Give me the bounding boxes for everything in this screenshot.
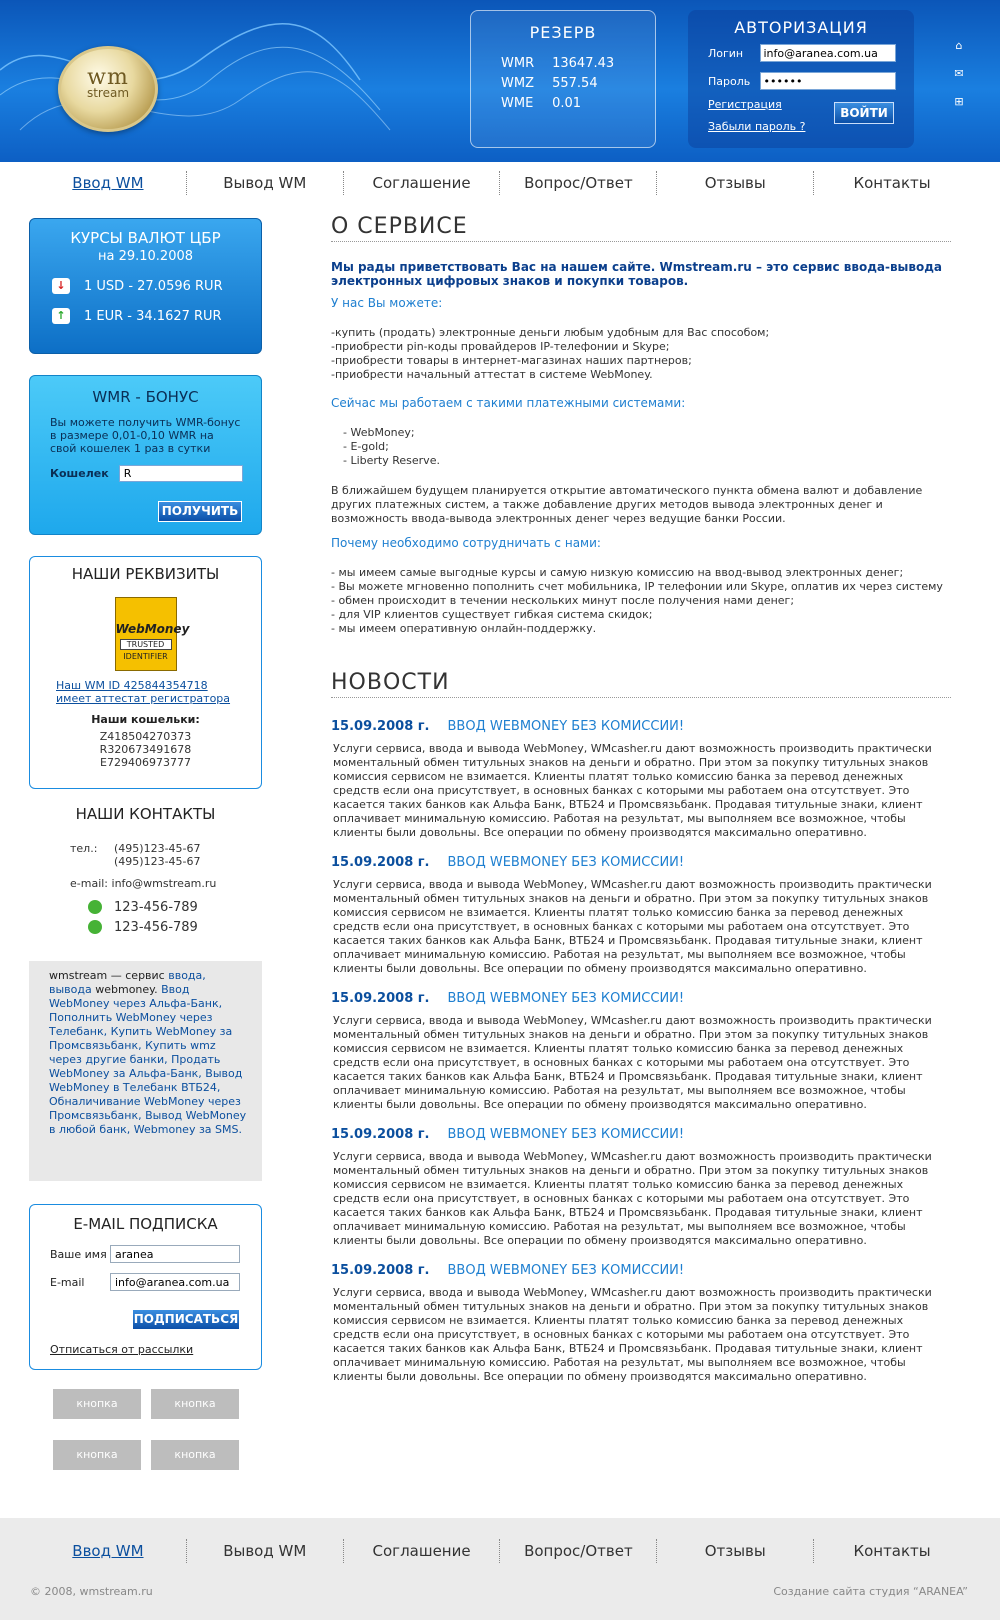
list-item: -приобрести pin-коды провайдеров IP-телефонии и Skype; [331,340,670,353]
auth-title: АВТОРИЗАЦИЯ [734,18,868,37]
email-line: e-mail: info@wmstream.ru [70,877,217,890]
home-icon[interactable]: ⌂ [955,39,963,52]
news-head [331,990,951,1008]
reserve-row [501,54,622,74]
reserve-currency: WMZ [501,76,534,91]
seo-link[interactable]: ввода, вывода [49,969,206,996]
nav-item-faq[interactable]: Вопрос/Ответ [500,171,657,195]
password-row [708,72,896,90]
header-icons [952,40,972,124]
requisites-box [29,556,262,789]
password-input[interactable] [760,72,896,90]
seo-prefix: wmstream — сервис [49,969,169,982]
gray-button[interactable]: кнопка [53,1389,141,1419]
rates-box [29,218,262,354]
wallet-input[interactable] [119,465,243,482]
list-item: - WebMoney; [343,426,415,439]
wallet-row [50,465,261,482]
news-date: 15.09.2008 г. [331,719,430,734]
wallet-number: Z418504270373 [99,730,192,743]
studio-credit[interactable]: Создание сайта студия “ARANEA” [773,1585,968,1598]
reserve-currency: WME [501,96,534,111]
nav-item-wm-in[interactable]: Ввод WM [30,171,187,195]
list-item: - для VIP клиентов существует гибкая система скидок; [331,608,653,621]
bonus-box [29,375,262,535]
contacts-title: НАШИ КОНТАКТЫ [75,805,216,823]
rate-text: 1 USD - 27.0596 RUR [84,278,223,294]
webmoney-trusted-badge[interactable] [115,597,190,671]
get-bonus-button[interactable]: ПОЛУЧИТЬ [158,501,242,522]
auth-panel [688,10,914,148]
icq-number: 123-456-789 [114,919,198,935]
reserve-value: 13647.43 [552,56,615,71]
reserve-row [501,94,622,114]
rate-row [52,308,261,324]
why-list [331,566,951,636]
wallets-list [30,730,261,769]
reserve-value: 0.01 [552,96,582,111]
name-label: Ваше имя [50,1247,107,1261]
attestat-line: имеет аттестат регистратора [56,692,231,705]
forgot-password-link[interactable]: Забыли пароль ? [708,120,806,133]
icq-row [70,900,216,914]
list-item: - обмен происходит в течении нескольких минут после получения нами денег; [331,594,795,607]
email-row [50,1273,261,1291]
main-content [331,214,951,1384]
systems-title: Сейчас мы работаем с такими платежными системами: [331,396,686,410]
nav-item-contacts[interactable]: Контакты [853,1542,931,1560]
gray-button[interactable]: кнопка [53,1440,141,1470]
wallet-label: Кошелек [50,467,109,480]
badge-trusted: TRUSTED [120,639,172,650]
reserve-value: 557.54 [552,76,598,91]
login-button[interactable]: ВОЙТИ [834,102,894,124]
mail-icon[interactable]: ✉ [954,67,964,80]
name-input[interactable] [110,1245,240,1263]
subscribe-box [29,1204,262,1370]
seo-link-list[interactable]: Ввод WebMoney через Альфа-Банк, Пополнить WebMoney через Телебанк, Купить WebMoney за Промсвязьбанк, Купить wmz через другие банки, Продать WebMoney за Альфа-Банк, Вывод WebMoney в Телебанк ВТБ24, Обналичивание WebMoney через Промсвязьбанк, Вывод WebMoney в любой банк, Webmoney за SMS. [49,983,247,1136]
news-text: Услуги сервиса, ввода и вывода WebMoney, WMcasher.ru дают возможность производить практически моментальный обмен титульных знаков на деньги и обратно. При этом за покупку титульных знаков комиссия сервисом не взимается. Клиенты платят только комиссию банка за перевод денежных средств если она присутствует, в основных банках с которыми мы работаем она отсутствует. Это касается таких банков как Альфа Банк, ВТБ24 и Промсвязьбанк. Продавая титульные знаки, клиент оплачивает минимальную комиссию. Работая на результат, мы выполняем все возможное, чтобы клиенты были довольны. Все операции по обмену производятся максимально оперативно. [333,742,932,839]
logo[interactable] [58,46,158,132]
header-banner [0,0,1000,162]
list-item: -купить (продать) электронные деньги любым удобным для Вас способом; [331,326,770,339]
bonus-text: Вы можете получить WMR-бонус в размере 0,01-0,10 WMR на свой кошелек 1 раз в сутки [50,416,241,455]
news-item [331,718,951,840]
bonus-title: WMR - БОНУС [92,388,199,406]
wallets-title: Наши кошельки: [91,713,200,726]
news-head [331,1262,951,1280]
news-item [331,1126,951,1248]
sitemap-icon[interactable]: ⊞ [954,95,964,108]
subscribe-button[interactable]: ПОДПИСАТЬСЯ [132,1309,240,1330]
tel-number: (495)123-45-67 [114,842,201,855]
reserve-panel [470,10,656,148]
nav-item-agreement[interactable]: Соглашение [344,171,501,195]
reserve-row [501,74,622,94]
gray-button[interactable]: кнопка [151,1440,239,1470]
rates-title: КУРСЫ ВАЛЮТ ЦБР [70,229,221,247]
news-title-link[interactable]: ВВОД WEBMONEY БЕЗ КОМИССИИ! [447,855,685,870]
reserve-currency: WMR [501,56,535,71]
register-link[interactable]: Регистрация [708,98,782,111]
icq-flower-icon [88,920,102,934]
list-item: - мы имеем оперативную онлайн-поддержку. [331,622,597,635]
nav-item-wm-out[interactable]: Вывод WM [187,1539,344,1563]
rate-text: 1 EUR - 34.1627 RUR [84,308,222,324]
news-title-link[interactable]: ВВОД WEBMONEY БЕЗ КОМИССИИ! [447,719,685,734]
password-label: Пароль [708,74,751,88]
news-title-link[interactable]: ВВОД WEBMONEY БЕЗ КОМИССИИ! [447,1263,685,1278]
reserve-title: РЕЗЕРВ [529,23,597,42]
news-item [331,990,951,1112]
wallet-number: E729406973777 [100,756,191,769]
news-text: Услуги сервиса, ввода и вывода WebMoney, WMcasher.ru дают возможность производить практически моментальный обмен титульных знаков на деньги и обратно. При этом за покупку титульных знаков комиссия сервисом не взимается. Клиенты платят только комиссию банка за перевод денежных средств если она присутствует, в основных банках с которыми мы работаем она отсутствует. Это касается таких банков как Альфа Банк, ВТБ24 и Промсвязьбанк. Продавая титульные знаки, клиент оплачивает минимальную комиссию. Работая на результат, мы выполняем все возможное, чтобы клиенты были довольны. Все операции по обмену производятся максимально оперативно. [333,1150,932,1247]
nav-item-agreement[interactable]: Соглашение [344,1539,501,1563]
unsubscribe-link[interactable]: Отписаться от рассылки [50,1343,194,1356]
news-item [331,1262,951,1384]
contacts-block [70,842,216,934]
icq-flower-icon [88,900,102,914]
news-title-link[interactable]: ВВОД WEBMONEY БЕЗ КОМИССИИ! [447,1127,685,1142]
news-head [331,1126,951,1144]
systems-list [343,426,951,468]
rates-date: на 29.10.2008 [97,249,194,264]
subscribe-title: E-MAIL ПОДПИСКА [73,1215,218,1233]
news-date: 15.09.2008 г. [331,991,430,1006]
login-row [708,44,896,62]
reserve-table [501,54,622,114]
seo-links-box [29,961,262,1181]
why-title: Почему необходимо сотрудничать с нами: [331,536,601,550]
nav-item-wm-in[interactable]: Ввод WM [30,1539,187,1563]
login-label: Логин [708,46,744,60]
tel-row [70,855,216,868]
news-date: 15.09.2008 г. [331,1263,430,1278]
badge-identifier: IDENTIFIER [123,652,168,661]
icq-number: 123-456-789 [114,899,198,915]
name-row [50,1245,261,1263]
nav-item-contacts[interactable]: Контакты [853,174,931,192]
tel-label: тел.: [70,842,98,855]
arrow-up-icon: ↑ [52,308,70,324]
list-item: - Liberty Reserve. [343,454,440,467]
can-list [331,326,951,382]
wmid-line: Наш WM ID 425844354718 [56,679,208,692]
news-date: 15.09.2008 г. [331,855,430,870]
news-date: 15.09.2008 г. [331,1127,430,1142]
email-input[interactable] [110,1273,240,1291]
wmid-link[interactable] [56,679,261,705]
list-item: - E-gold; [343,440,389,453]
nav-item-faq[interactable]: Вопрос/Ответ [500,1539,657,1563]
future-text: В ближайшем будущем планируется открытие автоматического пункта обмена валют и добавление других платежных систем, а также добавление других методов вывода электронных денег и возможность ввода-вывода электронных денег через ведущие банки России. [331,484,923,525]
copyright: © 2008, wmstream.ru [30,1585,153,1598]
arrow-down-icon: ↓ [52,278,70,294]
badge-brand: WebMoney [115,622,190,636]
nav-item-reviews[interactable]: Отзывы [657,1539,814,1563]
footer [0,1518,1000,1620]
rate-row [52,278,261,294]
news-text: Услуги сервиса, ввода и вывода WebMoney, WMcasher.ru дают возможность производить практически моментальный обмен титульных знаков на деньги и обратно. При этом за покупку титульных знаков комиссия сервисом не взимается. Клиенты платят только комиссию банка за перевод денежных средств если она присутствует, в основных банках с которыми мы работаем она отсутствует. Это касается таких банков как Альфа Банк, ВТБ24 и Промсвязьбанк. Продавая титульные знаки, клиент оплачивает минимальную комиссию. Работая на результат, мы выполняем все возможное, чтобы клиенты были довольны. Все операции по обмену производятся максимально оперативно. [333,878,932,975]
news-title-link[interactable]: ВВОД WEBMONEY БЕЗ КОМИССИИ! [447,991,685,1006]
news-text: Услуги сервиса, ввода и вывода WebMoney, WMcasher.ru дают возможность производить практически моментальный обмен титульных знаков на деньги и обратно. При этом за покупку титульных знаков комиссия сервисом не взимается. Клиенты платят только комиссию банка за перевод денежных средств если она присутствует, в основных банках с которыми мы работаем она отсутствует. Это касается таких банков как Альфа Банк, ВТБ24 и Промсвязьбанк. Продавая титульные знаки, клиент оплачивает минимальную комиссию. Работая на результат, мы выполняем все возможное, чтобы клиенты были довольны. Все операции по обмену производятся максимально оперативно. [333,1014,932,1111]
logo-text-stream: stream [86,86,130,100]
top-nav [30,168,970,198]
news-head [331,854,951,872]
news-title: НОВОСТИ [331,670,951,698]
login-input[interactable] [760,44,896,62]
can-title: У нас Вы можете: [331,296,443,310]
about-title: О СЕРВИСЕ [331,214,951,242]
seo-mid: webmoney. [91,983,158,996]
list-item: -приобрести начальный аттестат в системе WebMoney. [331,368,653,381]
news-item [331,854,951,976]
about-intro: Мы рады приветствовать Вас на нашем сайте. Wmstream.ru – это сервис ввода-вывода электронных цифровых знаков и покупки товаров. [331,260,943,288]
wallet-number: R320673491678 [99,743,192,756]
email-label: E-mail [50,1275,85,1289]
list-item: - мы имеем самые выгодные курсы и самую низкую комиссию на ввод-вывод электронных денег; [331,566,904,579]
news-head [331,718,951,736]
nav-item-wm-out[interactable]: Вывод WM [187,171,344,195]
tel-number: (495)123-45-67 [114,855,201,868]
logo-text-wm: wm [87,65,129,90]
list-item: - Вы можете мгновенно пополнить счет мобильника, IP телефонии или Skype, оплатив их через систему [331,580,943,593]
news-text: Услуги сервиса, ввода и вывода WebMoney, WMcasher.ru дают возможность производить практически моментальный обмен титульных знаков на деньги и обратно. При этом за покупку титульных знаков комиссия сервисом не взимается. Клиенты платят только комиссию банка за перевод денежных средств если она присутствует, в основных банках с которыми мы работаем она отсутствует. Это касается таких банков как Альфа Банк, ВТБ24 и Промсвязьбанк. Продавая титульные знаки, клиент оплачивает минимальную комиссию. Работая на результат, мы выполняем все возможное, чтобы клиенты были довольны. Все операции по обмену производятся максимально оперативно. [333,1286,932,1383]
tel-row [70,842,216,855]
bottom-nav [30,1536,970,1566]
nav-item-reviews[interactable]: Отзывы [657,171,814,195]
icq-row [70,920,216,934]
gray-button[interactable]: кнопка [151,1389,239,1419]
list-item: -приобрести товары в интернет-магазинах наших партнеров; [331,354,692,367]
requisites-title: НАШИ РЕКВИЗИТЫ [71,565,220,583]
